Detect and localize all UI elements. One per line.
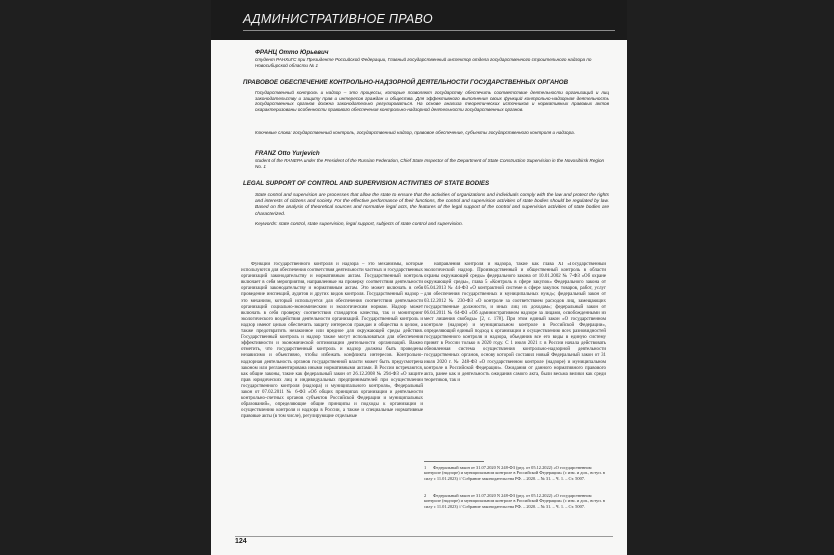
author-name-ru: ФРАНЦ Отто Юрьевич [255, 49, 329, 56]
footnote-text: Федеральный закон от 31.07.2020 N 248-ФЗ (ред. от 05.12.2022) «О государственном контроле (надзоре) и муниципальном контроле в Российской Федерации» (с изм. и доп., вступ. в силу с 11.01.2023) // Собрание законодательства РФ. – 2020. – № 31. – Ч. 1. – Ст. 5007. [424, 465, 605, 481]
keywords-ru: Ключевые слова: государственный контроль, государственный надзор, правовое обеспечение, субъекты государственного контроля и надзора. [255, 130, 575, 135]
footnote-text: Федеральный закон от 31.07.2020 N 248-ФЗ (ред. от 05.12.2022) «О государственном контроле (надзоре) и муниципальном контроле в Российской Федерации» (с изм. и доп., вступ. в силу с 11.01.2023) // Собрание законодательства РФ. – 2020. – № 31. – Ч. 1. – Ст. 5007. [424, 493, 605, 509]
footnote [424, 465, 606, 481]
footnote-number: 2 [424, 493, 427, 498]
article-title-ru: ПРАВОВОЕ ОБЕСПЕЧЕНИЕ КОНТРОЛЬНО-НАДЗОРНОЙ ДЕЯТЕЛЬНОСТИ ГОСУДАРСТВЕННЫХ ОРГАНОВ [243, 79, 569, 86]
footnote [424, 493, 606, 509]
abstract-ru: Государственный контроль и надзор – это процессы, которые позволяют государству обеспечить соответствие деятельности организаций и лиц законодательству и защиту прав и интересов граждан и общества. Для эффективного выполнения своих функций контрольно-надзорная деятельность государственных органов должна законодательно регулироваться. На основе анализа теоретических источников и нормативных правовых актов охарактеризованы особенности правового обеспечения контрольно-надзорной деятельности государственных органов. [255, 90, 609, 112]
article-title-en: LEGAL SUPPORT OF CONTROL AND SUPERVISION ACTIVITIES OF STATE BODIES [243, 180, 490, 187]
banner-rule [243, 30, 615, 31]
author-affiliation-en: student of the RANEPA under the President of the Russian Federation, Chief State Inspector of the Department of State Construction Supervision in the Novosibirsk Region No. 1 [255, 158, 605, 169]
journal-page [211, 0, 627, 555]
body-column-right: направления контроля и надзора, такие как глава XI «Государственный экологический надзор. Производственный и общественный контроль в области охраны окружающей среды» федерального закона от 10.01.2002 № 7-ФЗ «Об охране окружающей среды», глава 5 «Контроль в сфере закупок» Федерального закона от 05.04.2013 № 44-ФЗ «О контрактной системе в сфере закупок товаров, работ, услуг для обеспечения государственных и муниципальных нужд»; федеральный закон от 03.12.2012 № 230-ФЗ «О контроле за соответствием расходов лиц, замещающих государственные должности, и иных лиц их доходам»; федеральный закон от 06.04.2011 № 64-ФЗ «Об административном надзоре за лицами, освобожденными из мест лишения свободы» [2, с. 178]. При этом единый закон «О государственном контроле (надзоре) и муниципальном контроле в Российской Федерации», определяющий единый подход к организации и осуществлению всех разновидностей государственного контроля и надзора, объединив все его виды в единую систему принят в России только в 2020 году. С 1 июля 2021 г. в России начала действовать обновленная система осуществления контрольно-надзорной деятельности государственных органов, основу которой составил новый Федеральный закон от 31 июля 2020 г. № 248-ФЗ «О государственном контроле (надзоре) и муниципальном контроле в Российской Федерации». Ожидания от данного нормативного правового акта, ранее как и деятельность ожидания самого акта, были весьма велики как среди теоретиков, так и [424, 262, 606, 383]
keywords-en: Keywords: state control, state supervision, legal support, subjects of state control and supervision. [255, 222, 463, 227]
footer-rule [235, 536, 613, 537]
author-affiliation-ru: студент РАНХиГС при Президенте Российской Федерации, Главный государственный инспектор отдела государственного строительного надзора по Новосибирской области № 1 [255, 57, 592, 68]
author-name-en: FRANZ Otto Yurjevich [255, 150, 320, 157]
page-number: 124 [235, 538, 247, 545]
abstract-en: State control and supervision are processes that allow the state to ensure that the activities of organizations and individuals comply with the law and protect the rights and interests of citizens and society. For the effective performance of their functions, the control and supervision activities of state bodies should be regulated by law. Based on the analysis of theoretical sources and normative legal acts, the features of the legal support of the control and supervision activities of state bodies are characterized. [255, 193, 609, 217]
section-banner [211, 0, 627, 40]
section-title: АДМИНИСТРАТИВНОЕ ПРАВО [243, 12, 433, 26]
footnote-number: 1 [424, 465, 427, 470]
body-column-left: Функции государственного контроля и надзора – это механизмы, которые используются для обеспечения соответствия деятельности частных и государственных организаций законодательству и нормативным актам. Государственный контроль включает в себя мероприятия, направленные на проверку соответствия деятельности организаций законодательству и нормативным актам. Это может включать в себя проведение инспекций, аудитов и других видов контроля. Государственный надзор – это механизм, который используется для обеспечения соответствия деятельности организаций социально-экономическим и экологическим нормам. Надзор может включать в себя проверку соответствия стандартов качества, так и мониторинг экологического воздействия деятельности организаций. Государственный контроль и надзор имеют целью обеспечить защиту интересов граждан и общества в целом, а также предотвратить незаконное или вредное для окружающей среды действия. Государственный контроль и надзор также могут использоваться для обеспечения эффективности и экономической оптимизации деятельности организаций. Важно отметить, что государственный контроль и надзор должны быть проведены независимо и объективно, чтобы избежать конфликта интересов. Контрольно-надзорная деятельность органов государственной власти может быть предусмотрена законом или регламентирована иными нормативными актами. В России встречаются, как общие законы, такие как федеральный закон от 26.12.2008 № 294-ФЗ «О защите прав юридических лиц и индивидуальных предпринимателей при осуществлении государственного контроля (надзора) и муниципального контроля», Федеральный закон от 07.02.2011 № 6-ФЗ «Об общих принципах организации и деятельности контрольно-счетных органов субъектов Российской Федерации и муниципальных образований», определяющие общие принципы и подходы к организации и осуществлению контроля и надзора в России, а также и специальные нормативные правовые акты (в том числе), регулирующие отдельные [241, 262, 423, 420]
footnote-divider [424, 461, 484, 462]
